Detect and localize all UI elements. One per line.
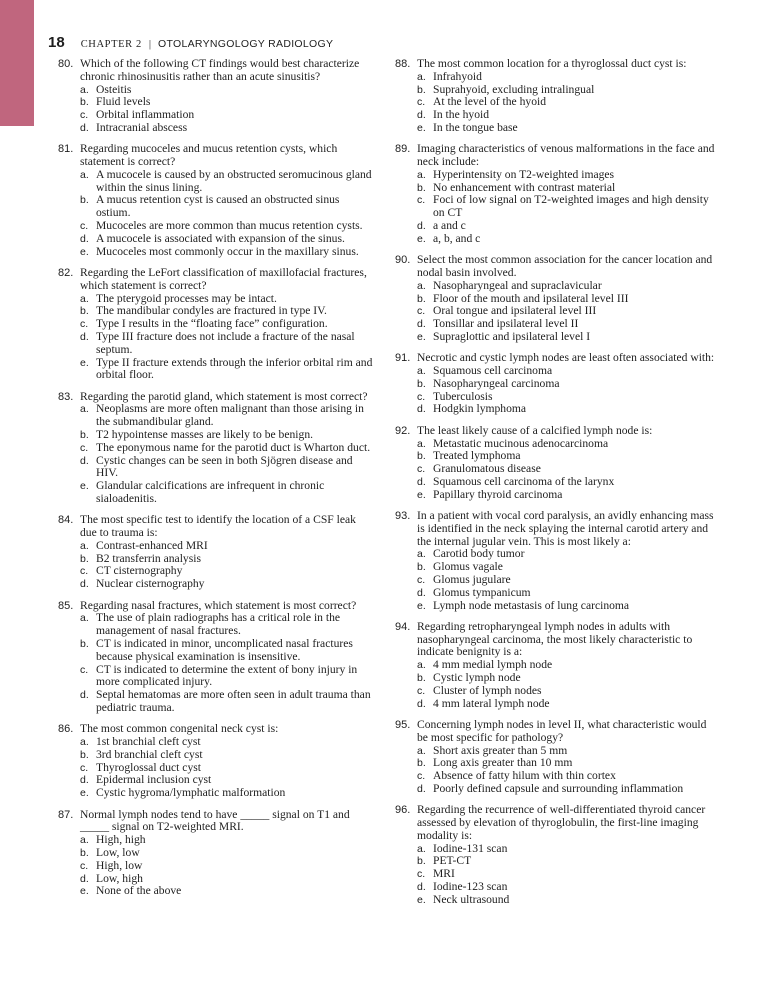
question-number: 83. bbox=[58, 390, 74, 403]
question-stem bbox=[58, 809, 373, 835]
option-letter: e. bbox=[417, 488, 426, 501]
answer-option bbox=[417, 169, 715, 182]
option-letter: b. bbox=[80, 552, 89, 565]
question-stem bbox=[58, 143, 373, 169]
option-text: Short axis greater than 5 mm bbox=[433, 743, 568, 757]
option-letter: a. bbox=[417, 744, 426, 757]
option-text: Iodine-123 scan bbox=[433, 880, 508, 894]
option-text: Glomus tympanicum bbox=[433, 585, 531, 599]
option-text: CT is indicated to determine the extent of bony injury in more complicated injury. bbox=[96, 662, 358, 689]
option-text: Nasopharyngeal carcinoma bbox=[433, 376, 560, 390]
option-letter: b. bbox=[80, 305, 89, 318]
option-letter: d. bbox=[417, 697, 426, 710]
option-text: No enhancement with contrast material bbox=[433, 180, 616, 194]
option-letter: d. bbox=[417, 782, 426, 795]
option-letter: a. bbox=[80, 83, 89, 96]
option-letter: a. bbox=[80, 403, 89, 416]
option-letter: a. bbox=[417, 279, 426, 292]
answer-option bbox=[80, 664, 373, 690]
question-number: 93. bbox=[395, 510, 411, 522]
option-text: Neck ultrasound bbox=[433, 892, 510, 906]
answer-option bbox=[417, 672, 715, 685]
question-number: 96. bbox=[395, 804, 411, 817]
option-letter: a. bbox=[417, 365, 426, 378]
option-text: Type II fracture extends through the inferior orbital rim and orbital floor. bbox=[96, 355, 373, 382]
answer-option bbox=[80, 578, 373, 591]
option-text: Type I results in the “floating face” configuration. bbox=[96, 317, 328, 331]
option-text: Oral tongue and ipsilateral level III bbox=[433, 304, 597, 318]
question-number: 81. bbox=[58, 143, 74, 156]
question-stem bbox=[395, 254, 715, 280]
option-letter: e. bbox=[80, 480, 89, 493]
option-text: Nuclear cisternography bbox=[96, 577, 205, 591]
option-text: Mucoceles are more common than mucus retention cysts. bbox=[96, 219, 363, 233]
question-stem bbox=[395, 58, 715, 71]
option-letter: d. bbox=[80, 689, 89, 702]
answer-option bbox=[80, 480, 373, 506]
option-text: Orbital inflammation bbox=[96, 108, 195, 122]
answer-option bbox=[80, 455, 373, 481]
question-stem bbox=[395, 621, 715, 659]
question-item bbox=[395, 58, 715, 135]
option-text: Cystic lymph node bbox=[433, 671, 521, 685]
option-text: Carotid body tumor bbox=[433, 547, 525, 561]
option-text: Hyperintensity on T2-weighted images bbox=[433, 167, 615, 181]
option-text: The pterygoid processes may be intact. bbox=[96, 291, 277, 305]
option-letter: c. bbox=[417, 194, 426, 207]
option-letter: e. bbox=[417, 330, 426, 343]
option-text: Cystic hygroma/lymphatic malformation bbox=[96, 786, 286, 800]
option-text: a, b, and c bbox=[433, 231, 481, 245]
option-letter: b. bbox=[417, 450, 426, 463]
option-text: 3rd branchial cleft cyst bbox=[96, 747, 203, 761]
option-text: High, low bbox=[96, 858, 143, 872]
answer-option bbox=[80, 233, 373, 246]
answer-option bbox=[80, 122, 373, 135]
option-letter: b. bbox=[80, 637, 89, 650]
option-text: T2 hypointense masses are likely to be benign. bbox=[96, 428, 314, 442]
question-text: Regarding the LeFort classification of maxillofacial fractures, which statement is correct? bbox=[80, 265, 367, 292]
answer-option bbox=[80, 612, 373, 638]
answer-option bbox=[80, 736, 373, 749]
option-text: Glomus jugulare bbox=[433, 572, 511, 586]
option-letter: a. bbox=[80, 834, 89, 847]
option-text: Iodine-131 scan bbox=[433, 841, 508, 855]
question-text: Select the most common association for the cancer location and nodal basin involved. bbox=[417, 253, 713, 279]
option-letter: b. bbox=[80, 96, 89, 109]
question-text: Normal lymph nodes tend to have _____ signal on T1 and _____ signal on T2-weighted MRI. bbox=[80, 807, 350, 834]
option-text: Fluid levels bbox=[96, 95, 151, 109]
option-letter: e. bbox=[80, 885, 89, 898]
question-text: Necrotic and cystic lymph nodes are least often associated with: bbox=[417, 351, 715, 365]
answer-option bbox=[417, 881, 715, 894]
option-text: Glomus vagale bbox=[433, 560, 503, 574]
option-text: At the level of the hyoid bbox=[433, 95, 547, 109]
answer-option bbox=[417, 685, 715, 698]
answer-option bbox=[80, 540, 373, 553]
chapter-tab-marker bbox=[0, 0, 34, 126]
option-text: Treated lymphoma bbox=[433, 449, 521, 463]
answer-option bbox=[80, 331, 373, 357]
question-text: The least likely cause of a calcified lymph node is: bbox=[417, 423, 653, 437]
option-letter: c. bbox=[80, 761, 89, 774]
option-text: CT cisternography bbox=[96, 564, 183, 578]
option-text: Squamous cell carcinoma bbox=[433, 364, 553, 378]
option-text: A mucocele is caused by an obstructed seromucinous gland within the sinus lining. bbox=[96, 167, 372, 194]
question-number: 88. bbox=[395, 58, 411, 70]
option-letter: b. bbox=[417, 292, 426, 305]
question-stem bbox=[395, 719, 715, 745]
answer-option bbox=[80, 749, 373, 762]
answer-option bbox=[80, 834, 373, 847]
option-letter: c. bbox=[417, 684, 426, 697]
option-text: The mandibular condyles are fractured in type IV. bbox=[96, 304, 327, 318]
option-letter: c. bbox=[80, 220, 89, 233]
option-text: Tonsillar and ipsilateral level II bbox=[433, 317, 579, 331]
option-letter: d. bbox=[80, 330, 89, 343]
question-number: 87. bbox=[58, 808, 74, 821]
option-letter: c. bbox=[417, 770, 426, 783]
answer-option bbox=[417, 600, 715, 613]
question-text: The most common congenital neck cyst is: bbox=[80, 722, 279, 736]
question-text: The most specific test to identify the location of a CSF leak due to trauma is: bbox=[80, 513, 356, 540]
option-text: MRI bbox=[433, 867, 455, 881]
option-letter: b. bbox=[417, 672, 426, 685]
question-text: Concerning lymph nodes in level II, what characteristic would be most specific for pathology? bbox=[417, 717, 707, 744]
option-text: High, high bbox=[96, 833, 146, 847]
answer-option bbox=[417, 220, 715, 233]
answer-option bbox=[417, 365, 715, 378]
option-letter: a. bbox=[80, 736, 89, 749]
question-text: The most common location for a thyroglossal duct cyst is: bbox=[417, 57, 687, 70]
option-letter: e. bbox=[417, 599, 426, 612]
answer-option bbox=[80, 689, 373, 715]
option-text: Cluster of lymph nodes bbox=[433, 683, 542, 697]
option-letter: d. bbox=[417, 318, 426, 331]
option-letter: b. bbox=[417, 855, 426, 868]
option-letter: c. bbox=[80, 859, 89, 872]
option-text: Infrahyoid bbox=[433, 69, 482, 83]
option-text: Lymph node metastasis of lung carcinoma bbox=[433, 598, 630, 612]
chapter-title: OTOLARYNGOLOGY RADIOLOGY bbox=[158, 38, 334, 50]
option-letter: d. bbox=[417, 475, 426, 488]
option-letter: b. bbox=[80, 194, 89, 207]
answer-option bbox=[417, 574, 715, 587]
answer-option bbox=[80, 638, 373, 664]
answer-option bbox=[80, 787, 373, 800]
option-letter: e. bbox=[80, 245, 89, 258]
option-text: Floor of the mouth and ipsilateral level III bbox=[433, 291, 629, 305]
option-letter: e. bbox=[417, 121, 426, 134]
question-stem bbox=[58, 58, 373, 84]
option-text: None of the above bbox=[96, 884, 182, 898]
question-stem bbox=[58, 514, 373, 540]
option-text: 1st branchial cleft cyst bbox=[96, 735, 201, 749]
option-letter: e. bbox=[417, 893, 426, 906]
option-text: CT is indicated in minor, uncomplicated nasal fractures because physical examination is insensitive. bbox=[96, 636, 353, 663]
right-column bbox=[395, 58, 715, 915]
option-letter: a. bbox=[80, 539, 89, 552]
option-letter: d. bbox=[80, 774, 89, 787]
answer-option bbox=[417, 233, 715, 246]
question-text: In a patient with vocal cord paralysis, an avidly enhancing mass is identified in the neck splaying the internal carotid artery and the internal jugular vein. This is most likely a: bbox=[417, 509, 714, 548]
option-letter: c. bbox=[80, 109, 89, 122]
question-number: 91. bbox=[395, 352, 411, 365]
option-letter: b. bbox=[417, 757, 426, 770]
option-text: Foci of low signal on T2-weighted images and high density on CT bbox=[433, 193, 709, 220]
question-item bbox=[395, 719, 715, 796]
question-text: Regarding nasal fractures, which statement is most correct? bbox=[80, 598, 357, 612]
option-text: Poorly defined capsule and surrounding inflammation bbox=[433, 781, 684, 795]
option-letter: d. bbox=[417, 586, 426, 599]
option-text: Granulomatous disease bbox=[433, 462, 541, 476]
option-letter: a. bbox=[417, 548, 426, 561]
option-text: Absence of fatty hilum with thin cortex bbox=[433, 769, 616, 783]
header-separator: | bbox=[148, 38, 152, 50]
question-number: 84. bbox=[58, 514, 74, 527]
option-text: B2 transferrin analysis bbox=[96, 551, 201, 565]
option-letter: a. bbox=[417, 70, 426, 83]
option-letter: a. bbox=[417, 659, 426, 672]
option-letter: b. bbox=[417, 377, 426, 390]
question-item bbox=[58, 58, 373, 135]
answer-option bbox=[417, 403, 715, 416]
question-item bbox=[58, 514, 373, 591]
option-text: Tuberculosis bbox=[433, 389, 493, 403]
answer-option bbox=[417, 194, 715, 220]
question-text: Regarding retropharyngeal lymph nodes in adults with nasopharyngeal carcinoma, the most likely characteristic to indicate benignity is a: bbox=[417, 619, 693, 659]
question-text: Regarding the parotid gland, which statement is most correct? bbox=[80, 389, 368, 403]
answer-option bbox=[417, 476, 715, 489]
question-number: 80. bbox=[58, 58, 74, 70]
option-letter: e. bbox=[80, 356, 89, 369]
option-letter: d. bbox=[80, 872, 89, 885]
option-letter: c. bbox=[417, 96, 426, 109]
option-text: Intracranial abscess bbox=[96, 120, 188, 134]
option-text: Osteitis bbox=[96, 82, 132, 96]
question-number: 85. bbox=[58, 599, 74, 612]
question-stem bbox=[395, 804, 715, 842]
page-header bbox=[48, 34, 333, 52]
option-text: Low, low bbox=[96, 845, 140, 859]
question-number: 82. bbox=[58, 266, 74, 279]
answer-option bbox=[417, 463, 715, 476]
option-letter: c. bbox=[417, 868, 426, 881]
option-letter: b. bbox=[80, 429, 89, 442]
question-text: Imaging characteristics of venous malformations in the face and neck include: bbox=[417, 142, 715, 169]
option-text: In the hyoid bbox=[433, 108, 490, 122]
page-number: 18 bbox=[48, 34, 65, 51]
option-letter: e. bbox=[80, 787, 89, 800]
question-item bbox=[395, 254, 715, 344]
question-item bbox=[58, 143, 373, 258]
question-number: 86. bbox=[58, 723, 74, 736]
question-number: 90. bbox=[395, 254, 411, 267]
option-letter: d. bbox=[417, 403, 426, 416]
option-text: Metastatic mucinous adenocarcinoma bbox=[433, 436, 609, 450]
option-letter: b. bbox=[417, 83, 426, 96]
option-letter: c. bbox=[80, 318, 89, 331]
option-letter: b. bbox=[417, 561, 426, 574]
option-text: Contrast-enhanced MRI bbox=[96, 538, 208, 552]
question-stem bbox=[58, 267, 373, 293]
answer-option bbox=[417, 894, 715, 907]
option-letter: d. bbox=[80, 578, 89, 591]
question-number: 95. bbox=[395, 718, 411, 731]
question-item bbox=[58, 723, 373, 800]
option-letter: b. bbox=[417, 181, 426, 194]
answer-option bbox=[417, 122, 715, 135]
question-stem bbox=[395, 143, 715, 169]
answer-option bbox=[417, 331, 715, 344]
question-item bbox=[58, 391, 373, 506]
option-text: Low, high bbox=[96, 871, 143, 885]
question-stem bbox=[395, 510, 715, 548]
answer-option bbox=[80, 429, 373, 442]
option-text: Papillary thyroid carcinoma bbox=[433, 487, 563, 501]
question-number: 94. bbox=[395, 620, 411, 633]
option-text: Nasopharyngeal and supraclavicular bbox=[433, 278, 602, 292]
answer-option bbox=[417, 698, 715, 711]
answer-option bbox=[80, 357, 373, 383]
answer-option bbox=[417, 855, 715, 868]
option-letter: c. bbox=[80, 565, 89, 578]
option-text: Epidermal inclusion cyst bbox=[96, 773, 212, 787]
option-letter: c. bbox=[80, 663, 89, 676]
answer-option bbox=[80, 220, 373, 233]
option-letter: a. bbox=[417, 842, 426, 855]
answer-option bbox=[417, 280, 715, 293]
left-column bbox=[58, 58, 373, 907]
answer-option bbox=[80, 403, 373, 429]
chapter-label: CHAPTER 2 bbox=[80, 39, 142, 50]
option-letter: d. bbox=[417, 220, 426, 233]
option-letter: c. bbox=[417, 305, 426, 318]
answer-option bbox=[417, 378, 715, 391]
option-text: The eponymous name for the parotid duct is Wharton duct. bbox=[96, 440, 371, 454]
option-text: Squamous cell carcinoma of the larynx bbox=[433, 474, 615, 488]
option-text: PET-CT bbox=[433, 854, 472, 868]
question-item bbox=[395, 510, 715, 612]
question-item bbox=[395, 352, 715, 416]
option-letter: a. bbox=[80, 292, 89, 305]
question-number: 89. bbox=[395, 143, 411, 156]
option-text: Cystic changes can be seen in both Sjögren disease and HIV. bbox=[96, 453, 353, 480]
answer-option bbox=[417, 587, 715, 600]
option-text: a and c bbox=[433, 219, 466, 233]
question-item bbox=[395, 143, 715, 245]
answer-option bbox=[417, 71, 715, 84]
option-letter: d. bbox=[80, 454, 89, 467]
option-letter: b. bbox=[80, 846, 89, 859]
answer-option bbox=[80, 246, 373, 259]
option-text: Mucoceles most commonly occur in the maxillary sinus. bbox=[96, 244, 359, 258]
option-letter: b. bbox=[80, 748, 89, 761]
option-letter: e. bbox=[417, 232, 426, 245]
option-letter: a. bbox=[80, 612, 89, 625]
answer-option bbox=[80, 860, 373, 873]
question-stem bbox=[395, 425, 715, 438]
option-letter: c. bbox=[417, 573, 426, 586]
answer-option bbox=[80, 847, 373, 860]
option-letter: d. bbox=[417, 109, 426, 122]
answer-option bbox=[417, 783, 715, 796]
answer-option bbox=[80, 169, 373, 195]
option-text: Type III fracture does not include a fracture of the nasal septum. bbox=[96, 329, 355, 356]
question-item bbox=[395, 425, 715, 502]
option-letter: a. bbox=[417, 168, 426, 181]
option-text: Long axis greater than 10 mm bbox=[433, 756, 573, 770]
option-text: Neoplasms are more often malignant than those arising in the submandibular gland. bbox=[96, 402, 364, 429]
option-letter: a. bbox=[80, 168, 89, 181]
option-letter: c. bbox=[417, 390, 426, 403]
option-text: Suprahyoid, excluding intralingual bbox=[433, 82, 595, 96]
option-text: Supraglottic and ipsilateral level I bbox=[433, 329, 591, 343]
question-text: Regarding the recurrence of well-differentiated thyroid cancer assessed by elevation of thyroglobulin, the first-line imaging modality is: bbox=[417, 803, 706, 842]
option-letter: d. bbox=[80, 121, 89, 134]
answer-option bbox=[80, 442, 373, 455]
option-text: Hodgkin lymphoma bbox=[433, 402, 527, 416]
answer-option bbox=[80, 885, 373, 898]
option-text: Glandular calcifications are infrequent in chronic sialoadenitis. bbox=[96, 479, 325, 505]
option-letter: a. bbox=[417, 437, 426, 450]
option-text: The use of plain radiographs has a critical role in the management of nasal fractures. bbox=[96, 611, 341, 638]
question-item bbox=[58, 267, 373, 382]
question-text: Regarding mucoceles and mucus retention cysts, which statement is correct? bbox=[80, 142, 338, 169]
option-text: A mucocele is associated with expansion of the sinus. bbox=[96, 231, 345, 245]
option-text: In the tongue base bbox=[433, 120, 518, 134]
answer-option bbox=[417, 489, 715, 502]
option-letter: c. bbox=[80, 441, 89, 454]
question-item bbox=[395, 804, 715, 906]
question-item bbox=[58, 809, 373, 899]
option-text: Thyroglossal duct cyst bbox=[96, 760, 201, 774]
option-text: 4 mm medial lymph node bbox=[433, 658, 553, 672]
question-item bbox=[58, 600, 373, 715]
answer-option bbox=[80, 194, 373, 220]
option-letter: c. bbox=[417, 463, 426, 476]
option-text: A mucus retention cyst is caused an obstructed sinus ostium. bbox=[96, 193, 340, 220]
option-text: Septal hematomas are more often seen in adult trauma than pediatric trauma. bbox=[96, 688, 371, 714]
option-text: 4 mm lateral lymph node bbox=[433, 696, 550, 710]
option-letter: d. bbox=[417, 881, 426, 894]
option-letter: d. bbox=[80, 232, 89, 245]
question-text: Which of the following CT findings would best characterize chronic rhinosinusitis rather than an acute sinusitis? bbox=[80, 57, 360, 83]
question-item bbox=[395, 621, 715, 711]
question-number: 92. bbox=[395, 424, 411, 437]
